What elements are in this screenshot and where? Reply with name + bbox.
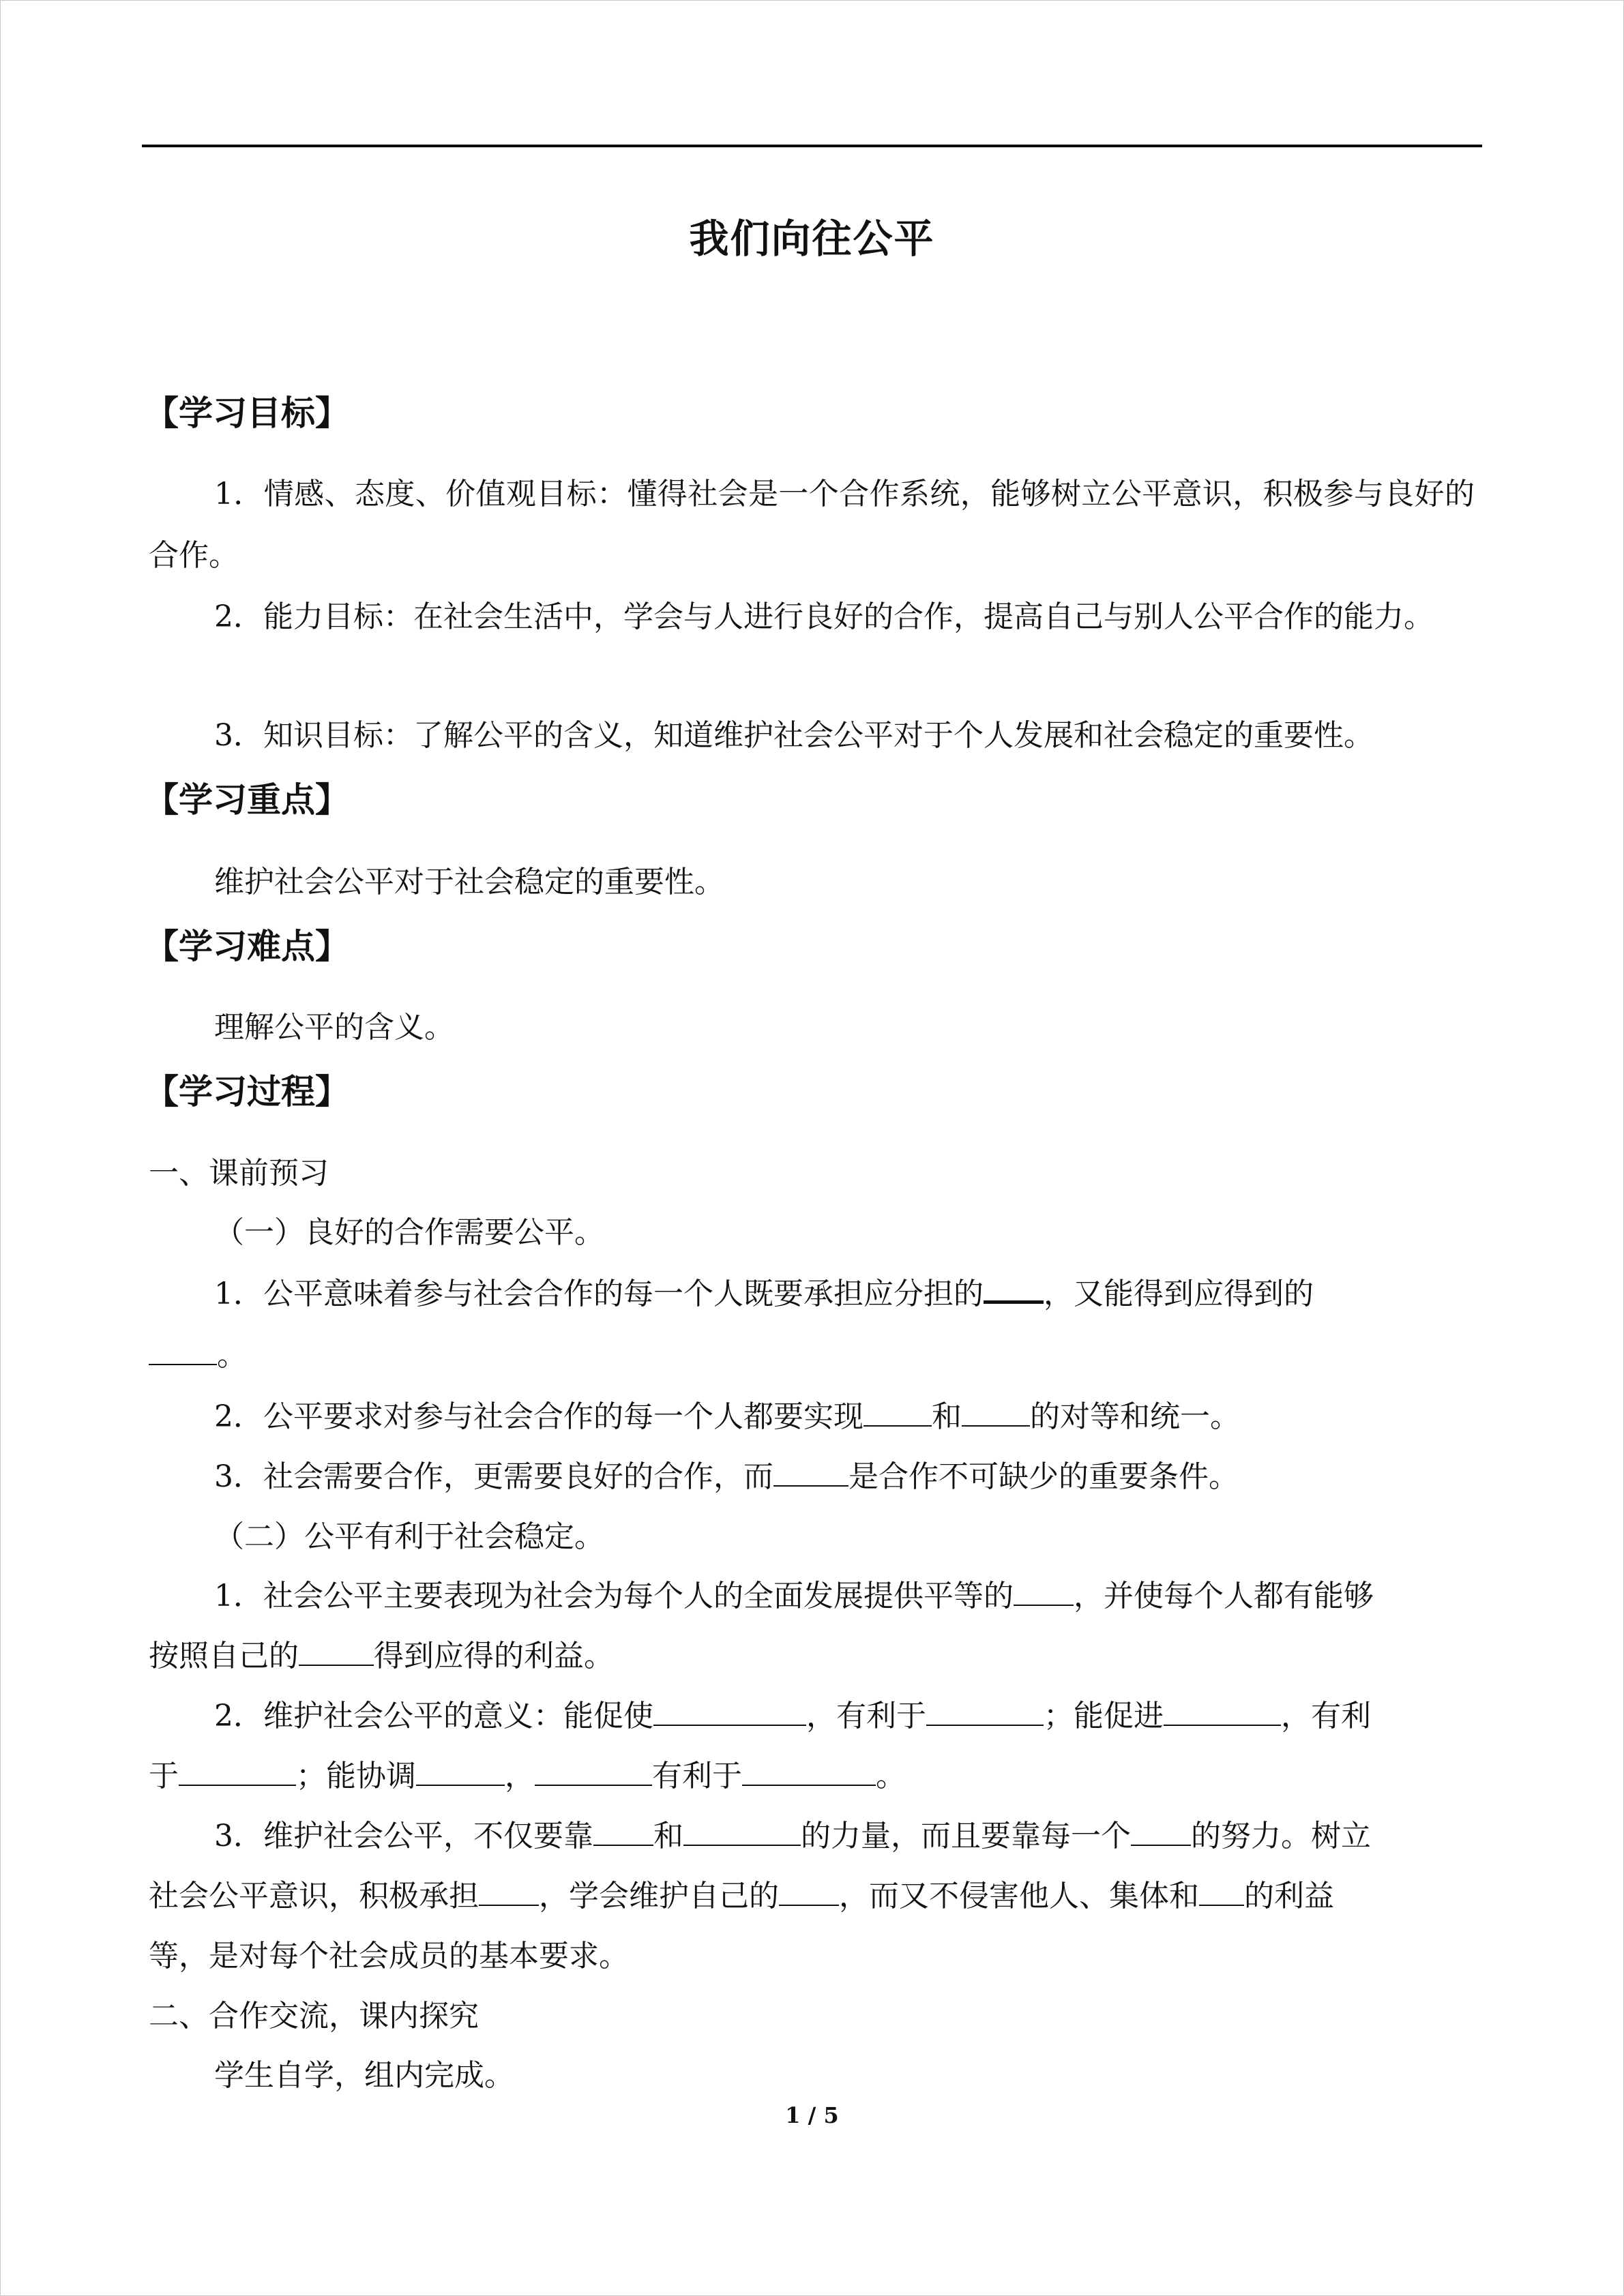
goal-item-3: 3．知识目标：了解公平的含义，知道维护社会公平对于个人发展和社会稳定的重要性。: [214, 718, 1374, 753]
sub2-question-3: [149, 1806, 1475, 1867]
q-text: 的力量，而且要靠每一个: [801, 1819, 1131, 1853]
q-text: 的对等和统一。: [1030, 1399, 1240, 1434]
q-text: 2．公平要求对参与社会合作的每一个人都要实现: [214, 1399, 863, 1434]
q-text: ，并使每个人都有能够: [1074, 1579, 1374, 1613]
fill-blank[interactable]: [179, 1756, 296, 1786]
sub1-question-1: [149, 1264, 1475, 1325]
page-number: 1 / 5: [785, 2102, 839, 2128]
q-text: ；能促进: [1044, 1699, 1164, 1733]
fill-blank[interactable]: [653, 1696, 806, 1726]
q-text: 有利于: [652, 1759, 742, 1793]
fill-blank[interactable]: [535, 1756, 652, 1786]
q-text: 于: [149, 1759, 179, 1793]
fill-blank[interactable]: [683, 1816, 801, 1846]
difficulties-text: 理解公平的含义。: [214, 1010, 454, 1045]
q-text: 的努力。树立: [1191, 1819, 1371, 1853]
key-points-heading: 【学习重点】: [145, 780, 349, 820]
q-text: ；能协调: [296, 1759, 416, 1793]
sub2-question-2: [149, 1686, 1475, 1747]
q-text: ，而又不侵害他人、集体和: [839, 1879, 1199, 1913]
goal-item-1: 1．情感、态度、价值观目标：懂得社会是一个合作系统，能够树立公平意识，积极参与良好的合作。: [149, 477, 1475, 573]
q-text: 是合作不可缺少的重要条件。: [848, 1459, 1239, 1494]
sub1-title: （一）良好的合作需要公平。: [214, 1215, 604, 1250]
q-text: ，又能得到应得到的: [1044, 1277, 1314, 1311]
q-text: ，有利于: [806, 1699, 926, 1733]
q-text: 得到应得的利益。: [374, 1639, 614, 1673]
fill-blank[interactable]: [1164, 1696, 1281, 1726]
sub2-question-3-end: 等，是对每个社会成员的基本要求。: [149, 1939, 629, 1973]
goal-item-2: 2．能力目标：在社会生活中，学会与人进行良好的合作，提高自己与别人公平合作的能力。: [214, 599, 1434, 634]
q-text: ，学会维护自己的: [539, 1879, 779, 1913]
fill-blank[interactable]: [593, 1816, 653, 1846]
process-heading: 【学习过程】: [145, 1072, 349, 1112]
fill-blank[interactable]: [962, 1397, 1030, 1427]
q-text: 。: [217, 1338, 247, 1373]
difficulties-heading: 【学习难点】: [145, 927, 349, 966]
fill-blank[interactable]: [1131, 1816, 1191, 1846]
part2-title: 二、合作交流，课内探究: [149, 1999, 479, 2033]
q-text: 3．维护社会公平，不仅要靠: [214, 1819, 593, 1853]
fill-blank[interactable]: [742, 1756, 876, 1786]
sub2-title: （二）公平有利于社会稳定。: [214, 1519, 604, 1554]
q-text: ，: [505, 1759, 535, 1793]
fill-blank[interactable]: [416, 1756, 505, 1786]
goals-heading: 【学习目标】: [145, 393, 349, 433]
sub2-question-1: [149, 1566, 1475, 1627]
part1-title: 一、课前预习: [149, 1156, 329, 1191]
fill-blank[interactable]: [926, 1696, 1044, 1726]
fill-blank[interactable]: [149, 1335, 217, 1365]
header-rule: [142, 145, 1482, 147]
q-text: 按照自己的: [149, 1639, 299, 1673]
key-points-text: 维护社会公平对于社会稳定的重要性。: [214, 865, 724, 899]
q-text: 2．维护社会公平的意义：能促使: [214, 1699, 653, 1733]
q-text: 1．社会公平主要表现为社会为每个人的全面发展提供平等的: [214, 1579, 1014, 1613]
fill-blank[interactable]: [773, 1457, 848, 1487]
fill-blank[interactable]: [299, 1636, 374, 1666]
sub2-question-1-cont: [149, 1626, 1475, 1687]
q-text: 。: [876, 1759, 906, 1793]
q-text: 和: [653, 1819, 683, 1853]
sub2-question-2-cont: [149, 1746, 1475, 1807]
sub2-question-3-cont: [149, 1866, 1475, 1927]
fill-blank[interactable]: [779, 1876, 839, 1906]
q-text: 社会公平意识，积极承担: [149, 1879, 479, 1913]
q-text: 1．公平意味着参与社会合作的每一个人既要承担应分担的: [214, 1277, 984, 1311]
fill-blank[interactable]: [1199, 1876, 1244, 1906]
sub1-question-1-cont: [149, 1325, 1475, 1386]
fill-blank[interactable]: [984, 1272, 1044, 1304]
sub1-question-2: [149, 1386, 1475, 1448]
q-text: 和: [932, 1399, 962, 1434]
q-text: 的利益: [1244, 1879, 1334, 1913]
document-title: 我们向往公平: [689, 215, 935, 262]
fill-blank[interactable]: [479, 1876, 539, 1906]
sub1-question-3: [149, 1446, 1475, 1508]
q-text: ，有利: [1281, 1699, 1371, 1733]
part2-text: 学生自学，组内完成。: [214, 2058, 514, 2093]
fill-blank[interactable]: [863, 1397, 932, 1427]
q-text: 3．社会需要合作，更需要良好的合作，而: [214, 1459, 773, 1494]
fill-blank[interactable]: [1014, 1576, 1074, 1606]
